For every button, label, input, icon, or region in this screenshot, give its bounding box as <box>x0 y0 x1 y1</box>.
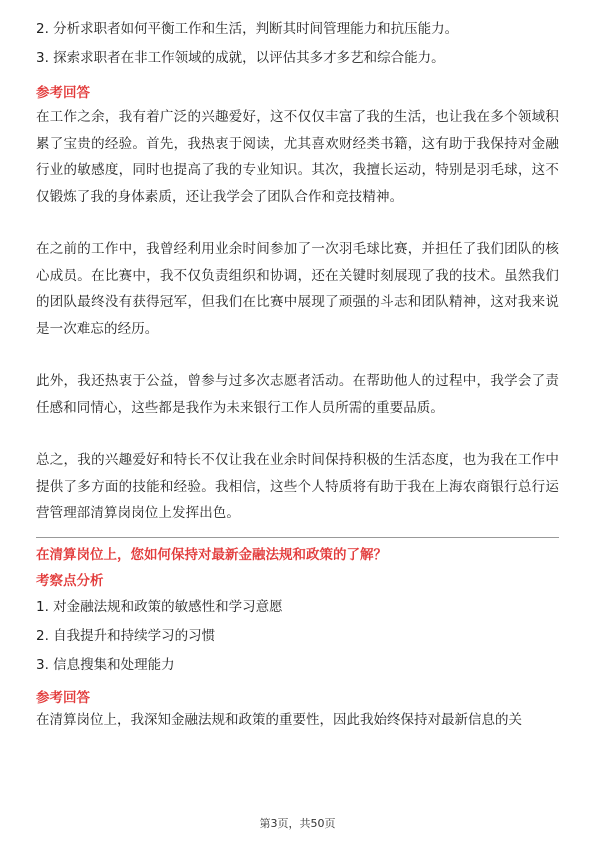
paragraph-gap <box>36 342 559 368</box>
answer-paragraph: 在工作之余，我有着广泛的兴趣爱好，这不仅仅丰富了我的生活，也让我在多个领域积累了宝贵的经验。首先，我热衷于阅读，尤其喜欢财经类书籍，这有助于我保持对金融行业的敏感度，同时也提高了我的专业知识。其次，我擅长运动，特别是羽毛球，这不仅锻炼了我的身体素质，还让我学会了团队合作和竞技精神。 <box>36 109 559 205</box>
answer-paragraph: 此外，我还热衷于公益，曾参与过多次志愿者活动。在帮助他人的过程中，我学会了责任感和同情心，这些都是我作为未来银行工作人员所需的重要品质。 <box>36 373 559 416</box>
list-item: 3. 探索求职者在非工作领域的成就，以评估其多才多艺和综合能力。 <box>36 50 445 66</box>
document-page <box>36 18 559 738</box>
list-item: 2. 分析求职者如何平衡工作和生活，判断其时间管理能力和抗压能力。 <box>36 21 459 37</box>
question-title: 在清算岗位上，您如何保持对最新金融法规和政策的了解？ <box>36 546 387 563</box>
list-item: 3. 信息搜集和处理能力 <box>36 656 175 673</box>
list-item: 1. 对金融法规和政策的敏感性和学习意愿 <box>36 598 283 615</box>
answer-paragraph: 在之前的工作中，我曾经利用业余时间参加了一次羽毛球比赛，并担任了我们团队的核心成员。在比赛中，我不仅负责组织和协调，还在关键时刻展现了我的技术。虽然我们的团队最终没有获得冠军，但我们在比赛中展现了顽强的斗志和团队精神，这对我来说是一次难忘的经历。 <box>36 241 559 337</box>
analysis-heading: 考察点分析 <box>36 572 104 589</box>
paragraph-gap <box>36 210 559 236</box>
list-item: 2. 自我提升和持续学习的习惯 <box>36 627 216 644</box>
paragraph-gap <box>36 421 559 447</box>
answer-paragraph: 总之，我的兴趣爱好和特长不仅让我在业余时间保持积极的生活态度，也为我在工作中提供了多方面的技能和经验。我相信，这些个人特质将有助于我在上海农商银行总行运营管理部清算岗岗位上发挥出色。 <box>36 452 559 521</box>
answer-heading: 参考回答 <box>36 85 90 101</box>
section-divider <box>36 537 559 538</box>
answer-paragraph: 在清算岗位上，我深知金融法规和政策的重要性，因此我始终保持对最新信息的关 <box>36 711 522 728</box>
page-number: 第3页，共50页 <box>259 817 336 830</box>
answer-heading: 参考回答 <box>36 689 90 706</box>
